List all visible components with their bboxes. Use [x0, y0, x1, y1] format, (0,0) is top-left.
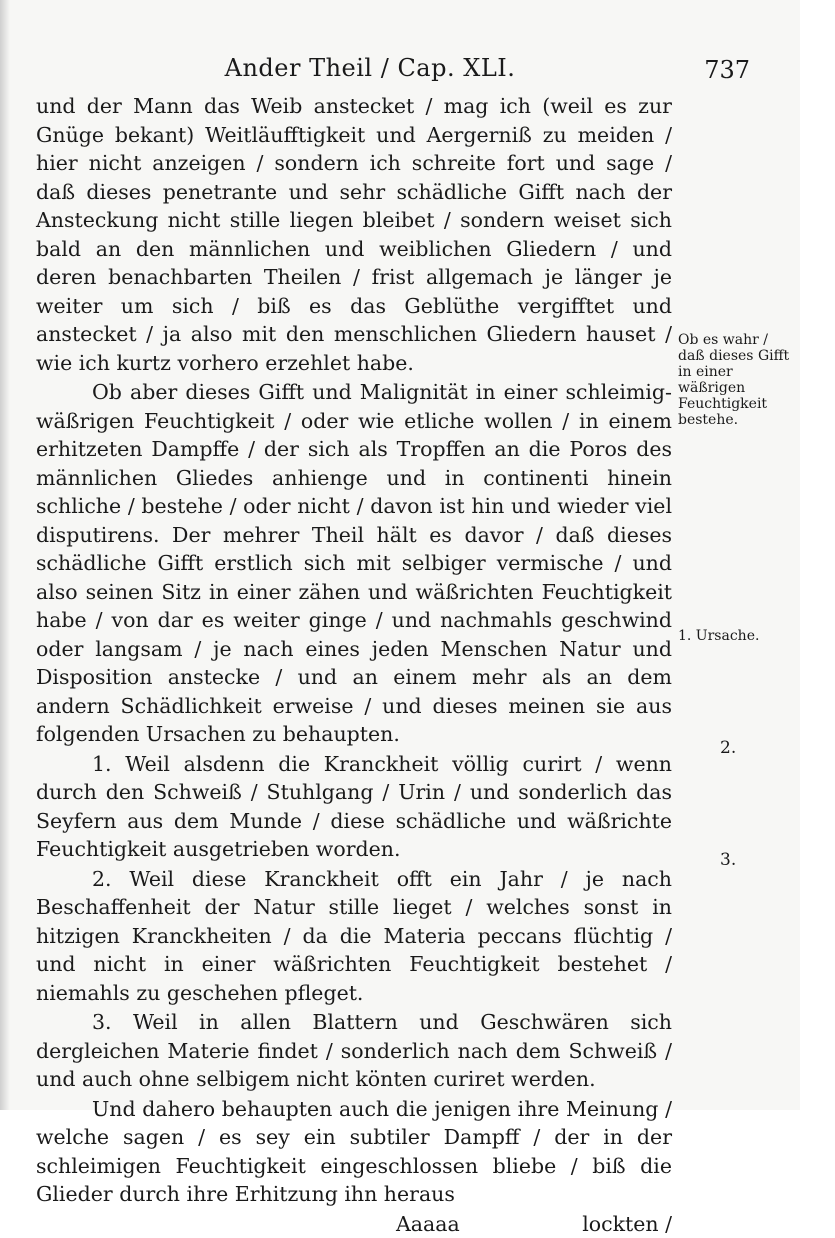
main-text-block: [36, 92, 672, 1238]
page-gutter-shadow: [0, 0, 10, 1110]
paragraph-reason-3: 3. Weil in allen Blattern und Geschwären sich dergleichen Materie findet / sonderlich nach dem Schweiß / und auch ohne selbigem nicht könten curiret werden.: [36, 1008, 672, 1094]
margin-note-number-2: 2.: [720, 740, 835, 756]
running-title: Ander Theil / Cap. XLI.: [30, 54, 710, 82]
signature-mark: Aaaaa: [36, 1210, 460, 1238]
paragraph-reason-1: 1. Weil alsdenn die Kranckheit völlig curirt / wenn durch den Schweiß / Stuhlgang / Urin / und sonderlich das Seyfern aus dem Munde / diese schädliche und wäßrichte Feuchtigkeit ausgetrieben worden.: [36, 750, 672, 864]
paragraph-continued: und der Mann das Weib anstecket / mag ich (weil es zur Gnüge bekant) Weitläufftigkeit und Aergerniß zu meiden / hier nicht anzeigen / sondern ich schreite fort und sage / daß dieses penetrante und sehr schädliche Gifft nach der Ansteckung nicht stille liegen bleibet / sondern weiset sich bald an den männlichen und weiblichen Gliedern / und deren benachbarten Theilen / frist allgemach je länger je weiter um sich / biß es das Geblüthe vergifftet und anstecket / ja also mit den menschlichen Gliedern hauset / wie ich kurtz vorhero erzehlet habe.: [36, 92, 672, 377]
paragraph-conclusion: Und dahero behaupten auch die jenigen ihre Meinung / welche sagen / es sey ein subtiler Dampff / der in der schleimigen Feuchtigkeit eingeschlossen bliebe / biß die Glieder durch ihre Erhitzung ihn heraus: [36, 1095, 672, 1209]
margin-note-number-3: 3.: [720, 852, 835, 868]
margin-note-first-cause: 1. Ursache.: [678, 628, 793, 644]
page-header: [30, 50, 790, 90]
page-footer: [36, 1210, 672, 1238]
margin-note-question: Ob es wahr / daß dieses Gifft in einer wäßrigen Feuchtigkeit bestehe.: [678, 332, 793, 428]
paragraph-reason-2: 2. Weil diese Kranckheit offt ein Jahr / je nach Beschaffenheit der Natur stille lieget / welches sonst in hitzigen Kranckheiten / da die Materia peccans flüchtig / und nicht in einer wäßrichten Feuchtigkeit bestehet / niemahls zu geschehen pfleget.: [36, 865, 672, 1008]
paragraph-question: Ob aber dieses Gifft und Malignität in einer schleimig-wäßrigen Feuchtigkeit / oder wie etliche wollen / in einem erhitzeten Dampffe / der sich als Tropffen an die Poros des männlichen Gliedes anhienge und in continenti hinein schliche / bestehe / oder nicht / davon ist hin und wieder viel disputirens. Der mehrer Theil hält es davor / daß dieses schädliche Gifft erstlich sich mit selbiger vermische / und also seinen Sitz in einer zähen und wäßrichten Feuchtigkeit habe / von dar es weiter ginge / und nachmahls geschwind oder langsam / je nach eines jeden Menschen Natur und Disposition anstecke / und an einem mehr als an dem andern Schädlichkeit erweise / und dieses meinen sie aus folgenden Ursachen zu behaupten.: [36, 378, 672, 749]
page-number: 737: [704, 56, 750, 84]
catchword: lockten /: [582, 1210, 672, 1238]
